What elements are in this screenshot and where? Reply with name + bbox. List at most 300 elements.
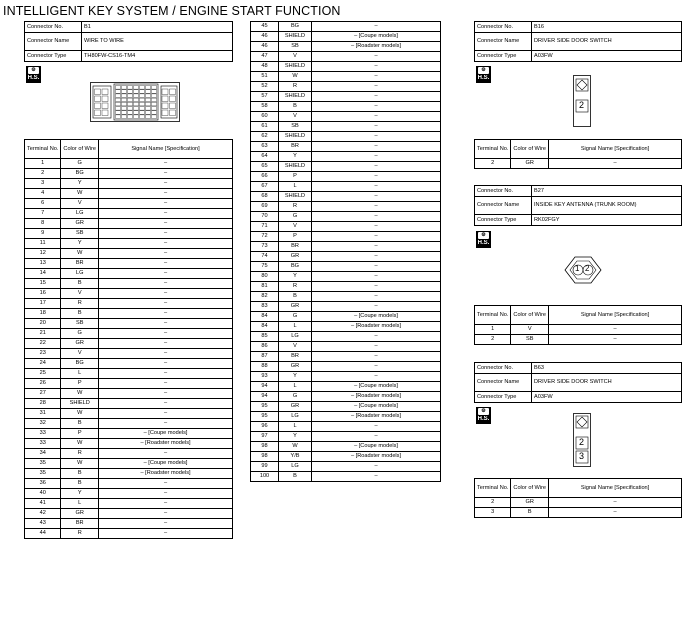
b63-terminal-table xyxy=(474,478,682,518)
cell-signal: – xyxy=(99,309,233,319)
harness-side-icon: ⚙ H.S. xyxy=(477,408,490,422)
cell-color: SHIELD xyxy=(279,162,312,172)
harness-side-icon: ⚙ H.S. xyxy=(27,67,40,81)
table-row xyxy=(251,422,441,432)
cell-signal: – xyxy=(549,508,682,518)
table-row xyxy=(251,192,441,202)
cell-terminal: 34 xyxy=(25,449,61,459)
cell-terminal: 20 xyxy=(25,319,61,329)
cell-color: BG xyxy=(61,359,99,369)
cell-signal: – xyxy=(312,462,441,472)
connector-no-value: B63 xyxy=(532,363,682,374)
label-connector-type: Connector Type xyxy=(475,51,532,62)
pin-cavity xyxy=(95,89,101,95)
label-connector-name: Connector Name xyxy=(475,197,532,215)
cell-terminal: 46 xyxy=(251,42,279,52)
connector-no-value: B16 xyxy=(532,22,682,33)
cell-color: V xyxy=(61,349,99,359)
table-row xyxy=(475,335,682,345)
table-row xyxy=(25,179,233,189)
pin-cavity xyxy=(122,94,127,98)
cell-signal: – [Coupe models] xyxy=(312,402,441,412)
cell-terminal: 71 xyxy=(251,222,279,232)
cell-color: Y xyxy=(279,152,312,162)
pin-cavity xyxy=(146,115,151,119)
cell-terminal: 68 xyxy=(251,192,279,202)
header-color-of-wire: Color of Wire xyxy=(511,479,549,498)
table-row xyxy=(251,452,441,462)
pin-cavity xyxy=(95,103,101,109)
pin-cavity xyxy=(134,102,139,106)
cell-signal: – xyxy=(99,369,233,379)
cell-terminal: 43 xyxy=(25,519,61,529)
table-row xyxy=(251,352,441,362)
pin-cavity xyxy=(128,94,133,98)
pin-cavity xyxy=(128,107,133,111)
cell-color: V xyxy=(61,199,99,209)
cell-color: BR xyxy=(279,142,312,152)
cell-signal: – xyxy=(99,279,233,289)
cell-signal: – [Coupe models] xyxy=(312,382,441,392)
cell-terminal: 11 xyxy=(25,239,61,249)
table-row xyxy=(25,289,233,299)
cell-terminal: 86 xyxy=(251,342,279,352)
harness-side-icon: ⚙ H.S. xyxy=(477,67,490,81)
cell-signal: – xyxy=(99,219,233,229)
table-row xyxy=(25,469,233,479)
header-terminal-no: Terminal No. xyxy=(475,140,511,159)
pin-cavity xyxy=(140,115,145,119)
pin-cavity xyxy=(170,110,176,116)
connector-b16-info xyxy=(474,21,682,62)
table-row xyxy=(251,52,441,62)
cell-color: L xyxy=(279,422,312,432)
table-row xyxy=(25,159,233,169)
cell-signal: – xyxy=(312,252,441,262)
table-row xyxy=(25,319,233,329)
connector-type-value: A03FW xyxy=(532,51,682,62)
cell-signal: – xyxy=(312,242,441,252)
cell-signal: – xyxy=(312,132,441,142)
pin-cavity xyxy=(140,98,145,102)
pin-cavity xyxy=(134,86,139,90)
cell-signal: – xyxy=(312,352,441,362)
cell-signal: – xyxy=(99,179,233,189)
cell-terminal: 60 xyxy=(251,112,279,122)
cell-color: SHIELD xyxy=(61,399,99,409)
cell-terminal: 3 xyxy=(475,508,511,518)
table-row xyxy=(251,462,441,472)
cell-color: SHIELD xyxy=(279,62,312,72)
cell-color: R xyxy=(279,202,312,212)
table-row xyxy=(251,182,441,192)
table-row xyxy=(25,449,233,459)
cell-color: Y/B xyxy=(279,452,312,462)
pin-cavity xyxy=(128,86,133,90)
cell-color: BR xyxy=(279,242,312,252)
table-row xyxy=(251,272,441,282)
cell-terminal: 85 xyxy=(251,332,279,342)
pin-cavity xyxy=(162,103,168,109)
pin-label: 2 xyxy=(579,437,585,447)
connector-name-value: DRIVER SIDE DOOR SWITCH xyxy=(532,33,682,51)
cell-color: P xyxy=(61,379,99,389)
cell-color: V xyxy=(511,325,549,335)
cell-signal: – xyxy=(312,152,441,162)
cell-terminal: 97 xyxy=(251,432,279,442)
table-row xyxy=(251,382,441,392)
cell-terminal: 83 xyxy=(251,302,279,312)
cell-terminal: 61 xyxy=(251,122,279,132)
cell-terminal: 33 xyxy=(25,429,61,439)
pin-cavity xyxy=(134,107,139,111)
label-connector-name: Connector Name xyxy=(25,33,82,51)
cell-color: P xyxy=(61,429,99,439)
table-row xyxy=(251,72,441,82)
pin-cavity xyxy=(134,98,139,102)
pin-cavity xyxy=(146,102,151,106)
cell-color: Y xyxy=(279,272,312,282)
cell-color: V xyxy=(279,222,312,232)
cell-signal: – xyxy=(312,92,441,102)
cell-terminal: 88 xyxy=(251,362,279,372)
cell-signal: – xyxy=(312,362,441,372)
cell-terminal: 9 xyxy=(25,229,61,239)
connector-no-value: B1 xyxy=(82,22,233,33)
cell-color: G xyxy=(61,329,99,339)
pin-cavity xyxy=(134,90,139,94)
pin-cavity xyxy=(122,107,127,111)
connector-name-value: WIRE TO WIRE xyxy=(82,33,233,51)
b16-terminal-table xyxy=(474,139,682,169)
connector-type-value: RK02FGY xyxy=(532,215,682,226)
cell-color: BG xyxy=(61,169,99,179)
cell-color: GR xyxy=(511,498,549,508)
cell-terminal: 36 xyxy=(25,479,61,489)
cell-color: L xyxy=(279,182,312,192)
cell-color: GR xyxy=(61,219,99,229)
cell-terminal: 64 xyxy=(251,152,279,162)
connector-b16-face xyxy=(573,75,591,132)
b27-terminal-table xyxy=(474,305,682,345)
cell-terminal: 1 xyxy=(25,159,61,169)
cell-terminal: 12 xyxy=(25,249,61,259)
cell-signal: – [Roadster models] xyxy=(312,42,441,52)
cell-color: BR xyxy=(61,259,99,269)
connector-b27-info xyxy=(474,185,682,226)
pin-cavity xyxy=(134,94,139,98)
pin-label: 2 xyxy=(579,100,585,110)
cell-color: B xyxy=(279,292,312,302)
pin-cavity xyxy=(122,98,127,102)
table-row xyxy=(25,169,233,179)
table-row xyxy=(25,529,233,539)
pin-cavity xyxy=(146,111,151,115)
table-row xyxy=(25,479,233,489)
cell-signal: – xyxy=(99,239,233,249)
table-row xyxy=(251,142,441,152)
cell-signal: – xyxy=(99,289,233,299)
b1-terminal-table-1 xyxy=(24,139,233,539)
cell-signal: – xyxy=(312,262,441,272)
table-row xyxy=(25,199,233,209)
cell-terminal: 73 xyxy=(251,242,279,252)
cell-color: R xyxy=(61,529,99,539)
cell-signal: – [Coupe models] xyxy=(99,459,233,469)
pin-cavity xyxy=(162,89,168,95)
cell-signal: – xyxy=(99,159,233,169)
cell-signal: – xyxy=(312,332,441,342)
table-row xyxy=(251,112,441,122)
table-row xyxy=(25,389,233,399)
cell-terminal: 94 xyxy=(251,382,279,392)
cell-color: W xyxy=(61,459,99,469)
harness-side-icon: ⚙ H.S. xyxy=(477,232,490,246)
cell-signal: – xyxy=(312,272,441,282)
cell-signal: – [Roadster models] xyxy=(312,452,441,462)
cell-color: B xyxy=(61,279,99,289)
cell-terminal: 25 xyxy=(25,369,61,379)
table-row xyxy=(251,62,441,72)
table-row xyxy=(251,172,441,182)
table-row xyxy=(251,102,441,112)
cell-terminal: 87 xyxy=(251,352,279,362)
table-row xyxy=(251,162,441,172)
table-row xyxy=(251,32,441,42)
cell-signal: – xyxy=(312,72,441,82)
pin-label: 2 xyxy=(585,264,590,273)
cell-color: GR xyxy=(279,302,312,312)
cell-terminal: 96 xyxy=(251,422,279,432)
cell-color: Y xyxy=(279,432,312,442)
cell-color: W xyxy=(279,72,312,82)
pin-cavity xyxy=(122,111,127,115)
cell-color: R xyxy=(61,449,99,459)
pin-cavity xyxy=(152,102,157,106)
table-row xyxy=(251,252,441,262)
connector-type-value: A03FW xyxy=(532,392,682,403)
pin-cavity xyxy=(146,107,151,111)
table-row xyxy=(251,202,441,212)
table-row xyxy=(25,219,233,229)
cell-terminal: 40 xyxy=(25,489,61,499)
connector-b1-face xyxy=(90,82,180,122)
page-title: INTELLIGENT KEY SYSTEM / ENGINE START FUNCTION xyxy=(3,4,341,18)
table-row xyxy=(25,369,233,379)
cell-signal: – xyxy=(99,509,233,519)
table-row xyxy=(251,122,441,132)
table-row xyxy=(475,159,682,169)
label-connector-type: Connector Type xyxy=(475,392,532,403)
cell-terminal: 26 xyxy=(25,379,61,389)
cell-terminal: 18 xyxy=(25,309,61,319)
table-row xyxy=(475,498,682,508)
pin-cavity xyxy=(170,103,176,109)
cell-color: L xyxy=(61,499,99,509)
table-row xyxy=(25,429,233,439)
cell-terminal: 80 xyxy=(251,272,279,282)
pin-cavity xyxy=(128,115,133,119)
table-row xyxy=(251,292,441,302)
cell-signal: – xyxy=(312,182,441,192)
header-signal-name: Signal Name [Specification] xyxy=(549,306,682,325)
cell-color: G xyxy=(279,312,312,322)
cell-color: Y xyxy=(279,372,312,382)
connector-b27-face xyxy=(563,255,603,290)
cell-color: GR xyxy=(279,402,312,412)
header-signal-name: Signal Name [Specification] xyxy=(99,140,233,159)
table-row xyxy=(251,232,441,242)
table-row xyxy=(251,132,441,142)
cell-signal: – xyxy=(99,229,233,239)
cell-color: L xyxy=(279,382,312,392)
pin-cavity xyxy=(134,115,139,119)
cell-color: V xyxy=(279,52,312,62)
cell-color: SHIELD xyxy=(279,32,312,42)
pin-cavity xyxy=(146,94,151,98)
pin-cavity xyxy=(134,111,139,115)
cell-color: R xyxy=(279,82,312,92)
cell-terminal: 2 xyxy=(475,159,511,169)
pin-cavity xyxy=(146,98,151,102)
cell-color: LG xyxy=(61,209,99,219)
cell-color: LG xyxy=(61,269,99,279)
cell-color: R xyxy=(61,299,99,309)
pin-cavity xyxy=(162,110,168,116)
table-row xyxy=(25,509,233,519)
cell-color: Y xyxy=(61,239,99,249)
cell-signal: – xyxy=(312,372,441,382)
pin-cavity xyxy=(140,94,145,98)
table-row xyxy=(25,279,233,289)
table-row xyxy=(251,312,441,322)
header-color-of-wire: Color of Wire xyxy=(61,140,99,159)
label-connector-type: Connector Type xyxy=(475,215,532,226)
connector-b1-face-svg xyxy=(90,82,180,122)
table-row xyxy=(251,282,441,292)
cell-color: GR xyxy=(279,362,312,372)
cell-terminal: 14 xyxy=(25,269,61,279)
cell-color: W xyxy=(61,249,99,259)
pin-cavity xyxy=(116,98,121,102)
pin-cavity xyxy=(116,115,121,119)
cell-color: GR xyxy=(61,339,99,349)
cell-signal: – xyxy=(312,142,441,152)
cell-signal: – [Roadster models] xyxy=(312,322,441,332)
header-terminal-no: Terminal No. xyxy=(475,479,511,498)
cell-signal: – xyxy=(99,419,233,429)
cell-signal: – xyxy=(99,489,233,499)
cell-color: W xyxy=(61,389,99,399)
cell-terminal: 2 xyxy=(25,169,61,179)
cell-signal: – xyxy=(312,172,441,182)
table-row xyxy=(251,342,441,352)
cell-signal: – xyxy=(312,282,441,292)
cell-signal: – xyxy=(312,162,441,172)
connector-type-value: TH80FW-CS16-TM4 xyxy=(82,51,233,62)
pin-cavity xyxy=(128,102,133,106)
pin-cavity xyxy=(116,90,121,94)
cell-signal: – [Coupe models] xyxy=(99,429,233,439)
table-row xyxy=(25,499,233,509)
cell-terminal: 45 xyxy=(251,22,279,32)
cell-terminal: 48 xyxy=(251,62,279,72)
cell-signal: – [Roadster models] xyxy=(99,439,233,449)
cell-signal: – [Roadster models] xyxy=(312,412,441,422)
cell-color: B xyxy=(61,419,99,429)
cell-color: V xyxy=(279,342,312,352)
table-row xyxy=(251,372,441,382)
pin-cavity xyxy=(102,96,108,102)
cell-terminal: 24 xyxy=(25,359,61,369)
pin-cavity xyxy=(116,107,121,111)
cell-terminal: 13 xyxy=(25,259,61,269)
header-terminal-no: Terminal No. xyxy=(475,306,511,325)
cell-terminal: 27 xyxy=(25,389,61,399)
header-signal-name: Signal Name [Specification] xyxy=(549,479,682,498)
pin-cavity xyxy=(140,107,145,111)
cell-color: R xyxy=(279,282,312,292)
cell-signal: – xyxy=(312,192,441,202)
table-row xyxy=(251,432,441,442)
table-row xyxy=(25,259,233,269)
cell-terminal: 46 xyxy=(251,32,279,42)
table-row xyxy=(25,329,233,339)
pin-cavity xyxy=(152,115,157,119)
header-color-of-wire: Color of Wire xyxy=(511,140,549,159)
cell-terminal: 58 xyxy=(251,102,279,112)
cell-signal: – xyxy=(99,359,233,369)
pin-cavity xyxy=(122,115,127,119)
cell-terminal: 84 xyxy=(251,312,279,322)
table-row xyxy=(25,209,233,219)
cell-color: P xyxy=(279,232,312,242)
table-row xyxy=(251,362,441,372)
cell-terminal: 100 xyxy=(251,472,279,482)
cell-terminal: 70 xyxy=(251,212,279,222)
cell-color: B xyxy=(61,479,99,489)
cell-signal: – xyxy=(312,212,441,222)
table-row xyxy=(25,409,233,419)
cell-color: B xyxy=(61,469,99,479)
cell-signal: – xyxy=(99,389,233,399)
cell-terminal: 82 xyxy=(251,292,279,302)
connector-no-value: B27 xyxy=(532,186,682,197)
cell-signal: – xyxy=(99,199,233,209)
pin-cavity xyxy=(128,90,133,94)
cell-signal: – xyxy=(99,479,233,489)
table-row xyxy=(251,42,441,52)
cell-terminal: 8 xyxy=(25,219,61,229)
pin-cavity xyxy=(122,90,127,94)
cell-color: B xyxy=(511,508,549,518)
cell-color: LG xyxy=(279,412,312,422)
table-row xyxy=(251,92,441,102)
cell-color: B xyxy=(279,472,312,482)
cell-signal: – [Coupe models] xyxy=(312,442,441,452)
table-row xyxy=(25,459,233,469)
cell-signal: – xyxy=(312,342,441,352)
pin-cavity xyxy=(152,90,157,94)
cell-terminal: 98 xyxy=(251,442,279,452)
pin-cavity xyxy=(140,90,145,94)
table-row xyxy=(25,519,233,529)
table-row xyxy=(25,239,233,249)
label-connector-no: Connector No. xyxy=(475,22,532,33)
table-row xyxy=(251,22,441,32)
cell-terminal: 81 xyxy=(251,282,279,292)
pin-cavity xyxy=(152,107,157,111)
